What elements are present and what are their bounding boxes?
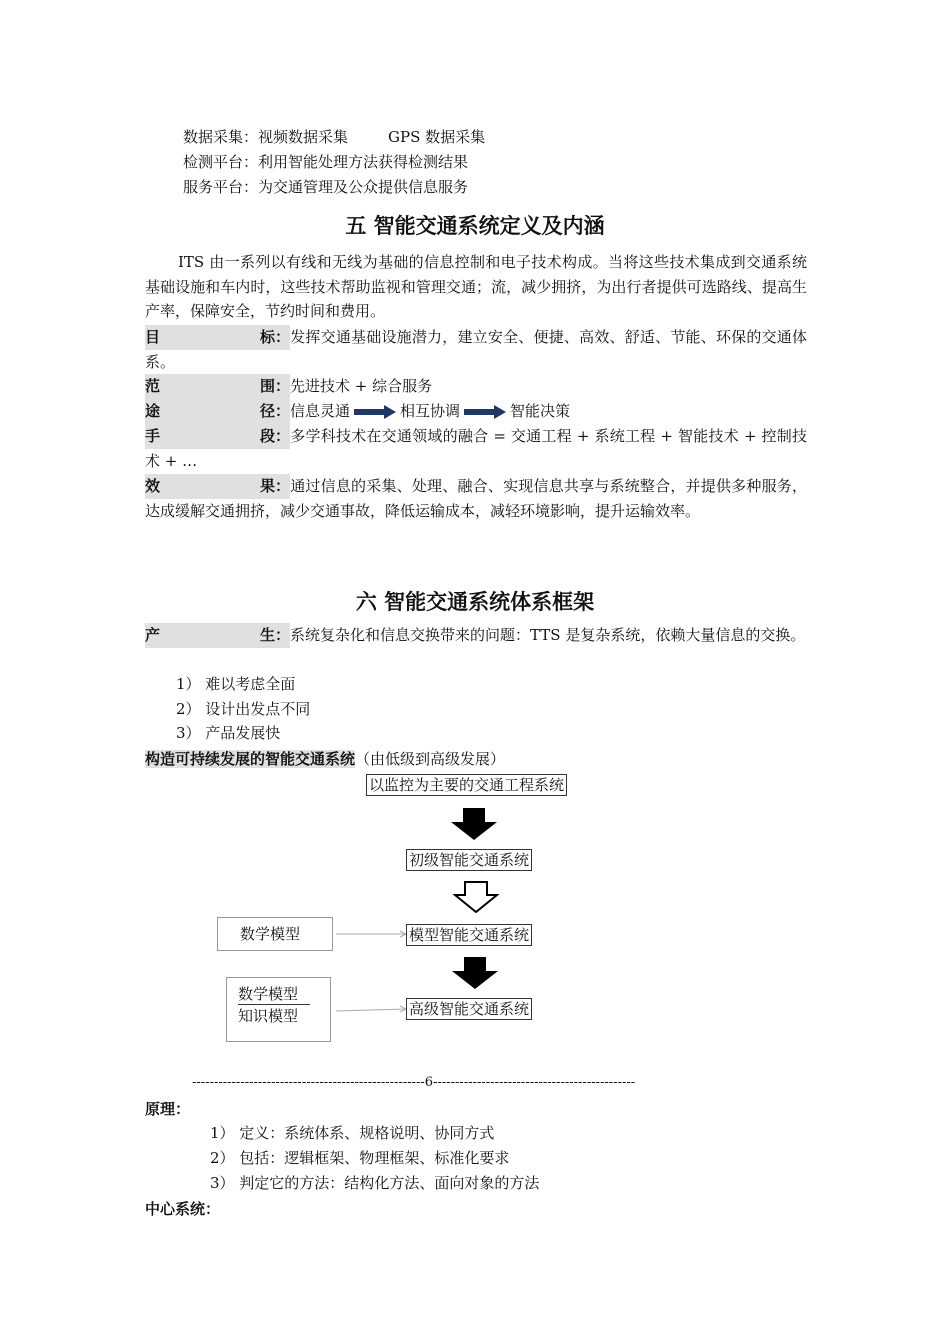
path-step1: 信息灵通 xyxy=(290,402,351,420)
side-model-label: 数学模型 xyxy=(240,925,301,943)
build-note: （由低级到高级发展） xyxy=(355,750,506,768)
problem-item: 3） 产品发展快 xyxy=(176,724,281,742)
goal-label: 目 标： xyxy=(145,325,290,350)
means-label: 手 段： xyxy=(145,424,290,449)
flow-step2-box: 初级智能交通系统 xyxy=(406,849,532,871)
means-text: 多学科技术在交通领域的融合 = 交通工程 + 系统工程 + 智能技术 + 控制技术 + … xyxy=(145,427,807,470)
section6-title: 六 智能交通系统体系框架 xyxy=(355,590,595,614)
problem-item: 1） 难以考虑全面 xyxy=(176,675,296,693)
principle-item: 1） 定义：系统体系、规格说明、协同方式 xyxy=(210,1124,495,1142)
build-title: 构造可持续发展的智能交通系统 xyxy=(145,750,356,768)
detect-platform-line: 检测平台：利用智能处理方法获得检测结果 xyxy=(183,153,469,171)
path-step3: 智能决策 xyxy=(510,402,571,420)
origin-paragraph xyxy=(145,623,807,648)
effect-label: 效 果： xyxy=(145,474,290,499)
scope-text: 先进技术 + 综合服务 xyxy=(290,377,433,395)
principle-item: 3） 判定它的方法：结构化方法、面向对象的方法 xyxy=(210,1174,540,1192)
data-collection-item2: GPS 数据采集 xyxy=(388,128,486,146)
effect-paragraph xyxy=(145,474,807,523)
origin-label: 产 生： xyxy=(145,623,290,648)
data-collection-item1: 视频数据采集 xyxy=(258,128,349,146)
scope-label: 范 围： xyxy=(145,374,290,399)
side-knowledge-model-label: 知识模型 xyxy=(238,1007,299,1025)
side-math-model-label: 数学模型 xyxy=(238,984,310,1005)
path-label: 途 径： xyxy=(145,399,290,424)
hollow-down-arrow-icon xyxy=(453,881,499,913)
side-model-knowledge-box xyxy=(226,977,331,1042)
principle-item: 2） 包括：逻辑框架、物理框架、标准化要求 xyxy=(210,1149,510,1167)
scope-paragraph xyxy=(145,374,807,399)
service-platform-line: 服务平台：为交通管理及公众提供信息服务 xyxy=(183,178,469,196)
flow-step4-box: 高级智能交通系统 xyxy=(406,998,532,1020)
data-collection-line xyxy=(183,126,485,148)
flow-step1-box: 以监控为主要的交通工程系统 xyxy=(366,774,567,796)
connector-arrow-icon xyxy=(336,1004,408,1016)
right-arrow-icon xyxy=(354,405,396,419)
data-collection-label: 数据采集： xyxy=(183,128,259,146)
principle-title: 原理： xyxy=(145,1100,191,1118)
down-arrow-icon xyxy=(452,957,498,989)
section5-title: 五 智能交通系统定义及内涵 xyxy=(345,214,605,238)
connector-arrow-icon xyxy=(336,928,408,940)
goal-text: 发挥交通基础设施潜力，建立安全、便捷、高效、舒适、节能、环保的交通体系。 xyxy=(145,328,807,371)
problem-item: 2） 设计出发点不同 xyxy=(176,700,311,718)
center-system-title: 中心系统： xyxy=(145,1200,221,1218)
effect-text: 通过信息的采集、处理、融合、实现信息共享与系统整合，并提供多种服务，达成缓解交通拥挤，减少交通事故，降低运输成本，减轻环境影响，提升运输效率。 xyxy=(145,477,807,520)
section5-intro: ITS 由一系列以有线和无线为基础的信息控制和电子技术构成。当将这些技术集成到交通系统基础设施和车内时，这些技术帮助监视和管理交通；流，减少拥挤，为出行者提供可选路线、提高生产率，保障安全，节约时间和费用。 xyxy=(145,253,807,320)
build-heading xyxy=(145,748,505,770)
origin-text: 系统复杂化和信息交换带来的问题：TTS 是复杂系统，依赖大量信息的交换。 xyxy=(290,626,806,644)
page-separator: -----------------------------------------------------6---------------------------------------------- xyxy=(192,1075,636,1090)
path-paragraph xyxy=(145,399,807,424)
flow-step3-box: 模型智能交通系统 xyxy=(406,924,532,946)
means-paragraph xyxy=(145,424,807,473)
right-arrow-icon xyxy=(464,405,506,419)
goal-paragraph xyxy=(145,325,807,374)
path-step2: 相互协调 xyxy=(400,402,461,420)
down-arrow-icon xyxy=(451,808,497,840)
side-model-box xyxy=(217,917,333,951)
